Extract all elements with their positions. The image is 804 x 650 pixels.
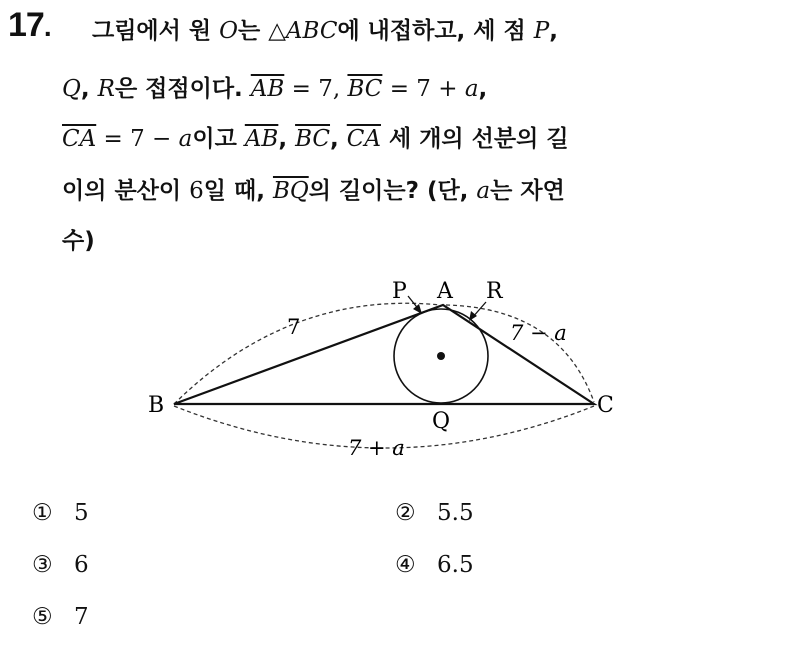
arc-ac <box>446 305 594 402</box>
label-b: B <box>148 393 165 418</box>
choice-1[interactable]: ① 5 <box>32 500 89 526</box>
choice-5[interactable]: ⑤ 7 <box>32 604 89 630</box>
label-a: A <box>437 279 453 304</box>
label-bc-length: 7 + a <box>348 436 405 460</box>
triangle-abc <box>174 305 594 404</box>
choice-2[interactable]: ② 5.5 <box>395 500 474 526</box>
question-number: 17. <box>8 6 51 44</box>
question-line-4: 이의 분산이 6일 때, $\overline{BQ}$의 길이는? (단, a는 자연 <box>62 178 565 204</box>
choice-3[interactable]: ③ 6 <box>32 552 89 578</box>
question-line-3: $\overline{CA} = 7 - a$이고 $\overline{AB}$, $\overline{BC}$, $\overline{CA}$ 세 개의 선분의 길 <box>62 126 569 152</box>
label-q: Q <box>432 409 451 434</box>
label-r: R <box>486 279 503 304</box>
label-ac-length: 7 − a <box>510 321 567 345</box>
label-ab-length: 7 <box>287 315 301 339</box>
question-line-5: 수) <box>62 228 95 254</box>
choice-4[interactable]: ④ 6.5 <box>395 552 474 578</box>
label-c: C <box>597 393 614 418</box>
label-p: P <box>392 279 407 304</box>
circle-center <box>437 352 445 360</box>
question-line-1: 그림에서 원 O는 △ABC에 내접하고, 세 점 P, <box>92 18 558 44</box>
question-line-2: Q, R은 접점이다. $\overline{AB} = 7$, $\overline{BC} = 7 + a$, <box>62 76 488 102</box>
